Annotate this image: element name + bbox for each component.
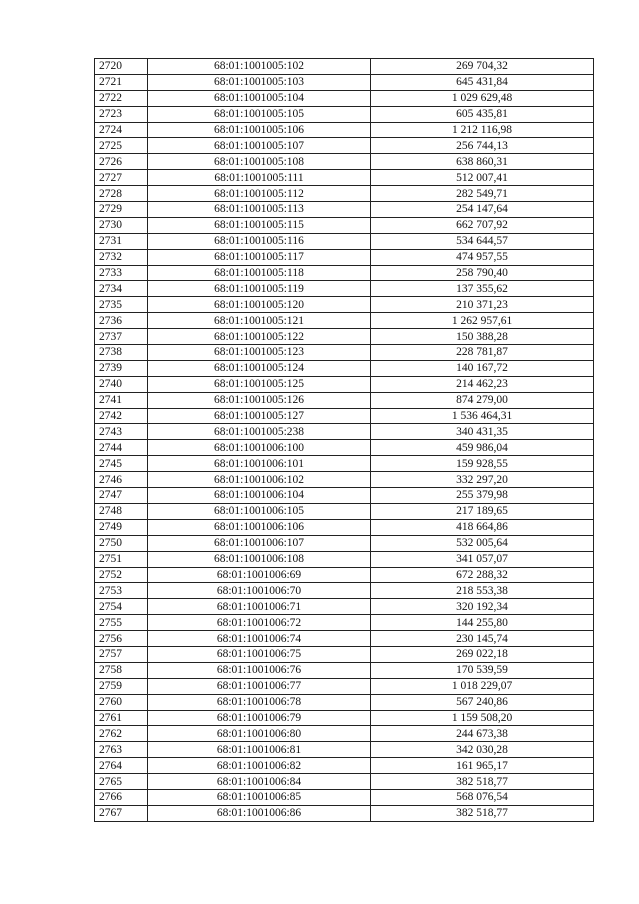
- row-number-cell: 2739: [95, 360, 148, 376]
- cadastral-number-cell: 68:01:1001005:115: [148, 217, 371, 233]
- row-number-cell: 2763: [95, 742, 148, 758]
- row-number-cell: 2722: [95, 90, 148, 106]
- row-number-cell: 2747: [95, 488, 148, 504]
- cadastral-number-cell: 68:01:1001005:119: [148, 281, 371, 297]
- table-row: [95, 678, 594, 694]
- cadastral-value-cell: 1 212 116,98: [371, 122, 594, 138]
- cadastral-value-cell: 568 076,54: [371, 789, 594, 805]
- cadastral-value-cell: 459 986,04: [371, 440, 594, 456]
- table-row: [95, 170, 594, 186]
- row-number-cell: 2756: [95, 631, 148, 647]
- table-row: [95, 408, 594, 424]
- table-row: [95, 313, 594, 329]
- cadastral-number-cell: 68:01:1001005:111: [148, 170, 371, 186]
- cadastral-number-cell: 68:01:1001006:72: [148, 615, 371, 631]
- cadastral-value-cell: 218 553,38: [371, 583, 594, 599]
- cadastral-number-cell: 68:01:1001006:78: [148, 694, 371, 710]
- cadastral-value-cell: 874 279,00: [371, 392, 594, 408]
- cadastral-value-cell: 170 539,59: [371, 662, 594, 678]
- cadastral-number-cell: 68:01:1001005:108: [148, 154, 371, 170]
- cadastral-number-cell: 68:01:1001005:123: [148, 345, 371, 361]
- row-number-cell: 2761: [95, 710, 148, 726]
- row-number-cell: 2752: [95, 567, 148, 583]
- row-number-cell: 2757: [95, 646, 148, 662]
- row-number-cell: 2746: [95, 472, 148, 488]
- cadastral-value-cell: 638 860,31: [371, 154, 594, 170]
- cadastral-value-cell: 258 790,40: [371, 265, 594, 281]
- row-number-cell: 2734: [95, 281, 148, 297]
- cadastral-value-cell: 254 147,64: [371, 202, 594, 218]
- cadastral-value-cell: 567 240,86: [371, 694, 594, 710]
- table-row: [95, 710, 594, 726]
- row-number-cell: 2736: [95, 313, 148, 329]
- cadastral-value-cell: 217 189,65: [371, 503, 594, 519]
- row-number-cell: 2735: [95, 297, 148, 313]
- cadastral-number-cell: 68:01:1001006:82: [148, 758, 371, 774]
- table-row: [95, 662, 594, 678]
- cadastral-value-cell: 210 371,23: [371, 297, 594, 313]
- cadastral-number-cell: 68:01:1001006:86: [148, 805, 371, 821]
- cadastral-number-cell: 68:01:1001006:77: [148, 678, 371, 694]
- row-number-cell: 2760: [95, 694, 148, 710]
- row-number-cell: 2727: [95, 170, 148, 186]
- table-row: [95, 615, 594, 631]
- cadastral-number-cell: 68:01:1001006:81: [148, 742, 371, 758]
- row-number-cell: 2731: [95, 233, 148, 249]
- row-number-cell: 2767: [95, 805, 148, 821]
- cadastral-number-cell: 68:01:1001005:126: [148, 392, 371, 408]
- cadastral-value-cell: 662 707,92: [371, 217, 594, 233]
- table-row: [95, 249, 594, 265]
- row-number-cell: 2750: [95, 535, 148, 551]
- cadastral-number-cell: 68:01:1001006:105: [148, 503, 371, 519]
- cadastral-number-cell: 68:01:1001006:74: [148, 631, 371, 647]
- cadastral-number-cell: 68:01:1001005:112: [148, 186, 371, 202]
- cadastral-number-cell: 68:01:1001006:70: [148, 583, 371, 599]
- table-row: [95, 631, 594, 647]
- table-row: [95, 694, 594, 710]
- cadastral-value-cell: 340 431,35: [371, 424, 594, 440]
- table-row: [95, 281, 594, 297]
- cadastral-value-cell: 150 388,28: [371, 329, 594, 345]
- table-row: [95, 186, 594, 202]
- table-row: [95, 345, 594, 361]
- cadastral-value-cell: 645 431,84: [371, 74, 594, 90]
- cadastral-number-cell: 68:01:1001005:104: [148, 90, 371, 106]
- cadastral-number-cell: 68:01:1001006:104: [148, 488, 371, 504]
- cadastral-value-cell: 1 029 629,48: [371, 90, 594, 106]
- table-row: [95, 758, 594, 774]
- table-row: [95, 503, 594, 519]
- cadastral-value-cell: 534 644,57: [371, 233, 594, 249]
- row-number-cell: 2728: [95, 186, 148, 202]
- row-number-cell: 2762: [95, 726, 148, 742]
- row-number-cell: 2725: [95, 138, 148, 154]
- row-number-cell: 2742: [95, 408, 148, 424]
- table-row: [95, 472, 594, 488]
- cadastral-number-cell: 68:01:1001006:84: [148, 774, 371, 790]
- row-number-cell: 2751: [95, 551, 148, 567]
- table-row: [95, 599, 594, 615]
- cadastral-number-cell: 68:01:1001006:79: [148, 710, 371, 726]
- table-row: [95, 59, 594, 75]
- cadastral-value-cell: 269 022,18: [371, 646, 594, 662]
- cadastral-value-table: [94, 58, 594, 822]
- row-number-cell: 2745: [95, 456, 148, 472]
- row-number-cell: 2765: [95, 774, 148, 790]
- table-row: [95, 726, 594, 742]
- cadastral-number-cell: 68:01:1001006:75: [148, 646, 371, 662]
- cadastral-number-cell: 68:01:1001006:85: [148, 789, 371, 805]
- cadastral-number-cell: 68:01:1001005:107: [148, 138, 371, 154]
- cadastral-value-cell: 255 379,98: [371, 488, 594, 504]
- cadastral-value-cell: 382 518,77: [371, 805, 594, 821]
- row-number-cell: 2758: [95, 662, 148, 678]
- cadastral-value-cell: 282 549,71: [371, 186, 594, 202]
- table-row: [95, 646, 594, 662]
- table-row: [95, 154, 594, 170]
- cadastral-value-cell: 230 145,74: [371, 631, 594, 647]
- row-number-cell: 2743: [95, 424, 148, 440]
- cadastral-number-cell: 68:01:1001005:116: [148, 233, 371, 249]
- row-number-cell: 2740: [95, 376, 148, 392]
- row-number-cell: 2724: [95, 122, 148, 138]
- table-row: [95, 138, 594, 154]
- cadastral-value-cell: 159 928,55: [371, 456, 594, 472]
- table-row: [95, 583, 594, 599]
- row-number-cell: 2759: [95, 678, 148, 694]
- row-number-cell: 2755: [95, 615, 148, 631]
- table-row: [95, 567, 594, 583]
- row-number-cell: 2729: [95, 202, 148, 218]
- row-number-cell: 2720: [95, 59, 148, 75]
- cadastral-value-cell: 1 262 957,61: [371, 313, 594, 329]
- cadastral-value-cell: 269 704,32: [371, 59, 594, 75]
- cadastral-value-cell: 512 007,41: [371, 170, 594, 186]
- cadastral-number-cell: 68:01:1001006:101: [148, 456, 371, 472]
- table-row: [95, 392, 594, 408]
- table-row: [95, 202, 594, 218]
- cadastral-number-cell: 68:01:1001006:102: [148, 472, 371, 488]
- cadastral-value-cell: 144 255,80: [371, 615, 594, 631]
- cadastral-number-cell: 68:01:1001005:102: [148, 59, 371, 75]
- cadastral-number-cell: 68:01:1001005:120: [148, 297, 371, 313]
- row-number-cell: 2741: [95, 392, 148, 408]
- row-number-cell: 2749: [95, 519, 148, 535]
- table-row: [95, 535, 594, 551]
- cadastral-value-cell: 342 030,28: [371, 742, 594, 758]
- cadastral-value-cell: 532 005,64: [371, 535, 594, 551]
- table-row: [95, 74, 594, 90]
- cadastral-number-cell: 68:01:1001005:118: [148, 265, 371, 281]
- cadastral-number-cell: 68:01:1001006:108: [148, 551, 371, 567]
- cadastral-number-cell: 68:01:1001005:122: [148, 329, 371, 345]
- table-row: [95, 106, 594, 122]
- cadastral-number-cell: 68:01:1001006:69: [148, 567, 371, 583]
- table-row: [95, 789, 594, 805]
- cadastral-number-cell: 68:01:1001006:107: [148, 535, 371, 551]
- cadastral-number-cell: 68:01:1001005:103: [148, 74, 371, 90]
- cadastral-number-cell: 68:01:1001005:121: [148, 313, 371, 329]
- cadastral-value-cell: 418 664,86: [371, 519, 594, 535]
- row-number-cell: 2744: [95, 440, 148, 456]
- cadastral-value-cell: 228 781,87: [371, 345, 594, 361]
- cadastral-number-cell: 68:01:1001005:124: [148, 360, 371, 376]
- cadastral-value-cell: 320 192,34: [371, 599, 594, 615]
- cadastral-value-cell: 341 057,07: [371, 551, 594, 567]
- table-row: [95, 122, 594, 138]
- cadastral-value-cell: 672 288,32: [371, 567, 594, 583]
- row-number-cell: 2748: [95, 503, 148, 519]
- table-row: [95, 265, 594, 281]
- table-row: [95, 360, 594, 376]
- cadastral-number-cell: 68:01:1001006:76: [148, 662, 371, 678]
- cadastral-value-cell: 1 536 464,31: [371, 408, 594, 424]
- cadastral-number-cell: 68:01:1001005:113: [148, 202, 371, 218]
- cadastral-number-cell: 68:01:1001005:105: [148, 106, 371, 122]
- cadastral-value-cell: 605 435,81: [371, 106, 594, 122]
- row-number-cell: 2764: [95, 758, 148, 774]
- cadastral-number-cell: 68:01:1001006:71: [148, 599, 371, 615]
- table-row: [95, 551, 594, 567]
- cadastral-number-cell: 68:01:1001005:127: [148, 408, 371, 424]
- table-row: [95, 90, 594, 106]
- table-row: [95, 742, 594, 758]
- row-number-cell: 2721: [95, 74, 148, 90]
- cadastral-value-cell: 1 159 508,20: [371, 710, 594, 726]
- cadastral-value-cell: 244 673,38: [371, 726, 594, 742]
- row-number-cell: 2737: [95, 329, 148, 345]
- table-row: [95, 488, 594, 504]
- cadastral-number-cell: 68:01:1001006:100: [148, 440, 371, 456]
- cadastral-value-cell: 474 957,55: [371, 249, 594, 265]
- cadastral-value-cell: 214 462,23: [371, 376, 594, 392]
- table-row: [95, 376, 594, 392]
- cadastral-value-cell: 382 518,77: [371, 774, 594, 790]
- row-number-cell: 2730: [95, 217, 148, 233]
- cadastral-value-cell: 140 167,72: [371, 360, 594, 376]
- row-number-cell: 2738: [95, 345, 148, 361]
- row-number-cell: 2723: [95, 106, 148, 122]
- cadastral-value-cell: 137 355,62: [371, 281, 594, 297]
- table-row: [95, 297, 594, 313]
- cadastral-value-cell: 1 018 229,07: [371, 678, 594, 694]
- table-row: [95, 329, 594, 345]
- table-row: [95, 217, 594, 233]
- table-row: [95, 519, 594, 535]
- table-body: [95, 59, 594, 822]
- row-number-cell: 2753: [95, 583, 148, 599]
- cadastral-number-cell: 68:01:1001005:125: [148, 376, 371, 392]
- row-number-cell: 2733: [95, 265, 148, 281]
- cadastral-value-cell: 161 965,17: [371, 758, 594, 774]
- row-number-cell: 2754: [95, 599, 148, 615]
- cadastral-number-cell: 68:01:1001005:117: [148, 249, 371, 265]
- cadastral-value-cell: 332 297,20: [371, 472, 594, 488]
- table-row: [95, 805, 594, 821]
- cadastral-value-cell: 256 744,13: [371, 138, 594, 154]
- table-row: [95, 774, 594, 790]
- row-number-cell: 2726: [95, 154, 148, 170]
- table-row: [95, 233, 594, 249]
- row-number-cell: 2732: [95, 249, 148, 265]
- table-row: [95, 456, 594, 472]
- cadastral-number-cell: 68:01:1001005:106: [148, 122, 371, 138]
- cadastral-number-cell: 68:01:1001006:106: [148, 519, 371, 535]
- table-row: [95, 440, 594, 456]
- cadastral-number-cell: 68:01:1001005:238: [148, 424, 371, 440]
- table-row: [95, 424, 594, 440]
- row-number-cell: 2766: [95, 789, 148, 805]
- cadastral-number-cell: 68:01:1001006:80: [148, 726, 371, 742]
